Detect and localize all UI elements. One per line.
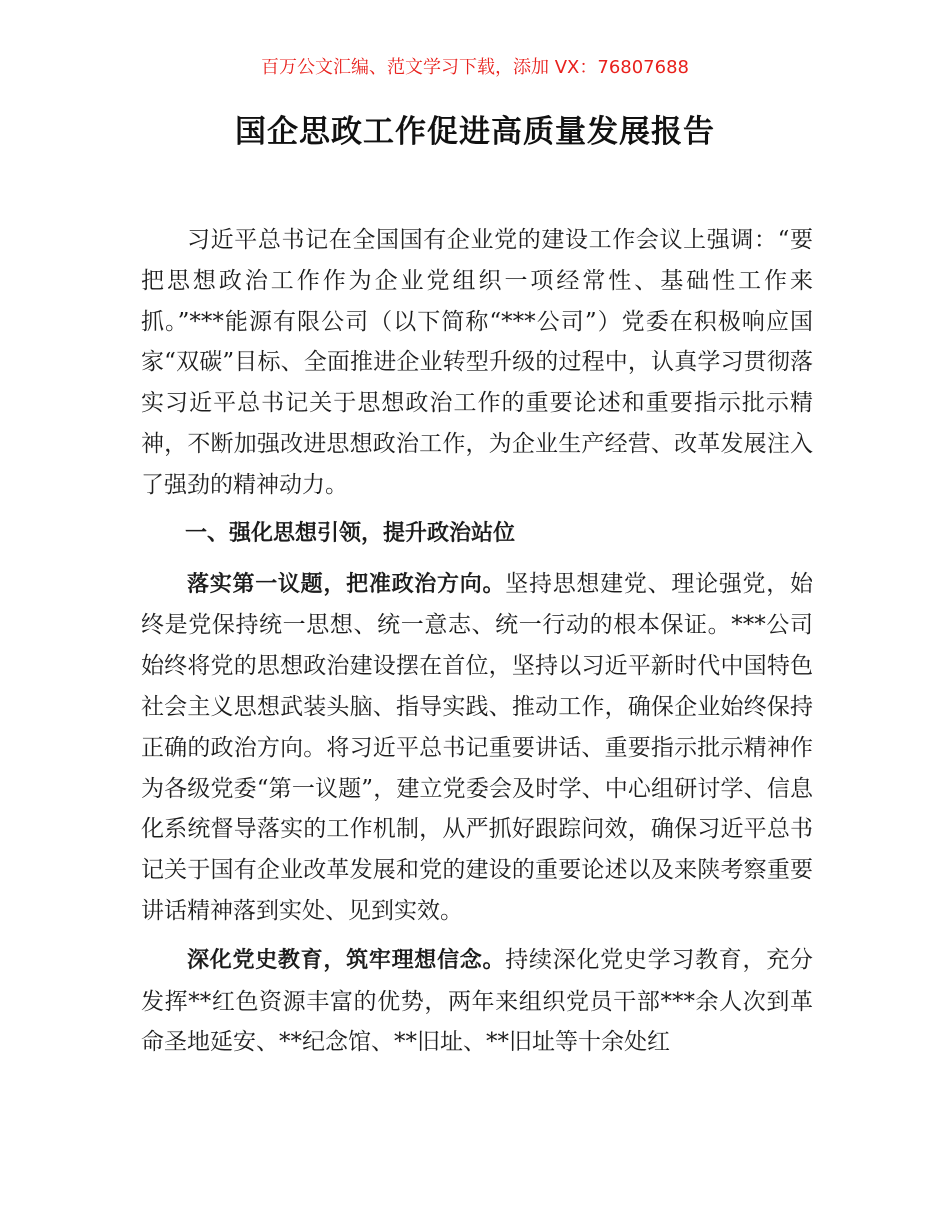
paragraph-body: 持续深化党史学习教育，充分发挥**红色资源丰富的优势，两年来组织党员干部***余人次到革命圣地延安、**纪念馆、**旧址、**旧址等十余处红 [141, 946, 813, 1056]
paragraph-lead: 深化党史教育，筑牢理想信念。 [187, 947, 506, 973]
section-heading: 一、强化思想引领，提升政治站位 [185, 520, 516, 546]
paragraph-body: 坚持思想建党、理论强党，始终是党保持统一思想、统一意志、统一行动的根本保证。***公司始终将党的思想政治建设摆在首位，坚持以习近平新时代中国特色社会主义思想武装头脑、指导实践、推动工作，确保企业始终保持正确的政治方向。将习近平总书记重要讲话、重要指示批示精神作为各级党委“第一议题”，建立党委会及时学、中心组研讨学、信息化系统督导落实的工作机制，从严抓好跟踪问效，确保习近平总书记关于国有企业改革发展和党的建设的重要论述以及来陕考察重要讲话精神落到实处、见到实效。 [141, 570, 813, 924]
intro-paragraph: 习近平总书记在全国国有企业党的建设工作会议上强调：“要把思想政治工作作为企业党组织一项经常性、基础性工作来抓。”***能源有限公司（以下简称“***公司”）党委在积极响应国家“双碳”目标、全面推进企业转型升级的过程中，认真学习贯彻落实习近平总书记关于思想政治工作的重要论述和重要指示批示精神，不断加强改进思想政治工作，为企业生产经营、改革发展注入了强劲的精神动力。 [141, 227, 813, 498]
body-paragraph [141, 564, 813, 932]
document-title: 国企思政工作促进高质量发展报告 [235, 114, 715, 150]
paragraph-lead: 落实第一议题，把准政治方向。 [187, 571, 506, 597]
promo-banner: 百万公文汇编、范文学习下载，添加 VX：76807688 [261, 57, 689, 78]
body-paragraph [141, 940, 813, 1063]
document-body [141, 220, 813, 1063]
